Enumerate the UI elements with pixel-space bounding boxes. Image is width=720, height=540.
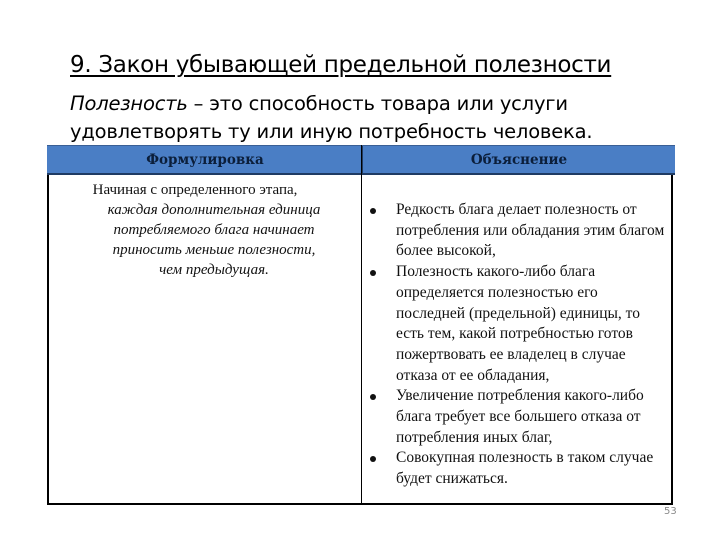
header-explanation: Объяснение bbox=[470, 152, 568, 168]
definition-term: Полезность bbox=[70, 92, 188, 115]
law-table bbox=[47, 145, 673, 505]
definition-body: – это способность товара или услуги удовлетворять ту или иную потребность человека. bbox=[70, 92, 593, 143]
formulation-cell bbox=[49, 180, 361, 280]
bullet-icon bbox=[370, 208, 376, 214]
explanation-cell bbox=[362, 200, 672, 490]
explanation-item bbox=[362, 448, 672, 489]
explanation-list bbox=[362, 200, 672, 490]
explanation-text: Полезность какого-либо блага определяется полезностью его последней (предельной) единицы, то есть тем, какой потребностью готов пожертвовать ее владелец в случае отказа от ее обладания, bbox=[396, 263, 641, 384]
explanation-item bbox=[362, 386, 672, 448]
formulation-line: каждая дополнительная единица bbox=[107, 202, 321, 218]
explanation-text: Редкость блага делает полезность от потребления или обладания этим благом более высокой, bbox=[396, 201, 665, 260]
explanation-item bbox=[362, 200, 672, 262]
slide-title: 9. Закон убывающей предельной полезности bbox=[70, 52, 612, 78]
header-formulation: Формулировка bbox=[146, 152, 264, 168]
page-number: 53 bbox=[664, 506, 677, 517]
explanation-text: Увеличение потребления какого-либо блага требует все большего отказа от потребления иных благ, bbox=[396, 387, 644, 446]
bullet-icon bbox=[370, 456, 376, 462]
formulation-intro: Начиная с определенного этапа, bbox=[92, 182, 298, 198]
bullet-icon bbox=[370, 270, 376, 276]
explanation-item bbox=[362, 262, 672, 386]
explanation-text: Совокупная полезность в таком случае будет снижаться. bbox=[396, 449, 654, 488]
formulation-line: чем предыдущая. bbox=[159, 262, 269, 278]
formulation-line: приносить меньше полезности, bbox=[112, 242, 316, 258]
definition-text bbox=[70, 90, 690, 146]
bullet-icon bbox=[370, 394, 376, 400]
formulation-line: потребляемого блага начинает bbox=[113, 222, 315, 238]
